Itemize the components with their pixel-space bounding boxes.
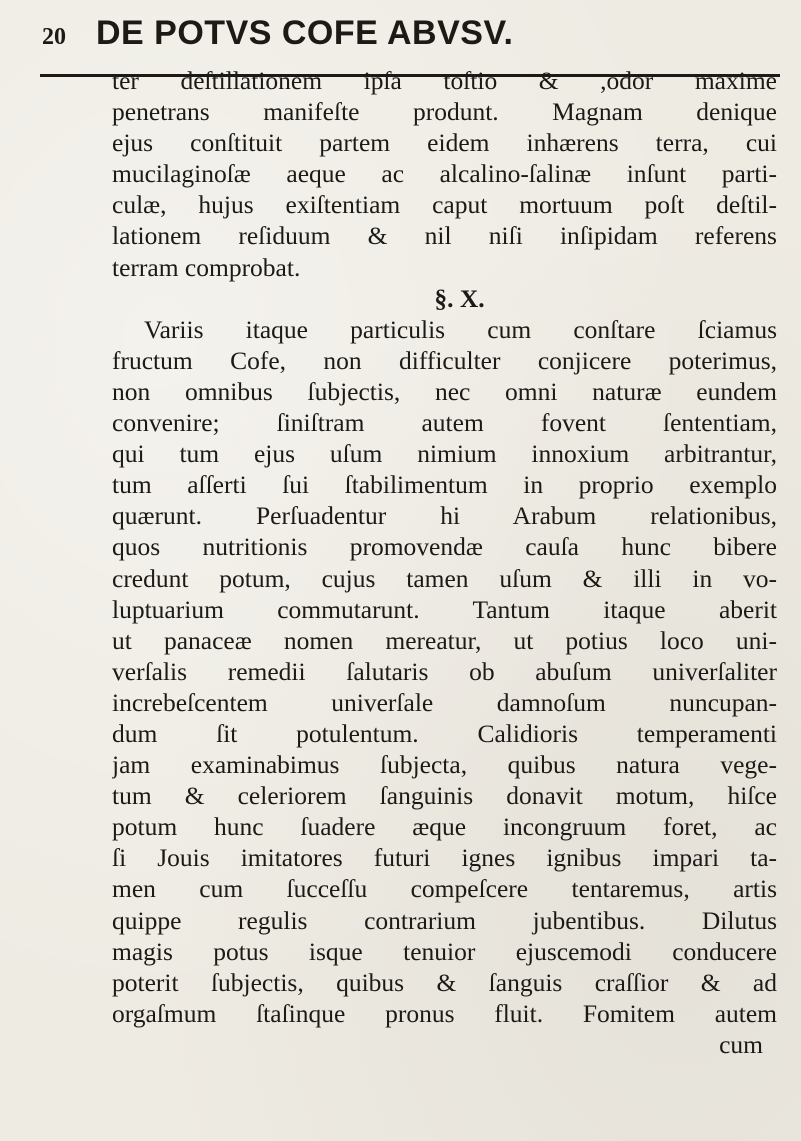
text-line: ut panaceæ nomen mereatur, ut potius loco uni- (112, 625, 777, 655)
text-line: terram comprobat. (112, 252, 301, 282)
text-line: ter deſtillationem ipſa toſtio & ,odor maxime (112, 66, 777, 95)
text-line: quærunt. Perſuadentur hi Arabum relationibus, (112, 501, 777, 531)
text-line: magis potus isque tenuior ejuscemodi conducere (112, 936, 777, 966)
text-line: quippe regulis contrarium jubentibus. Dilutus (112, 905, 777, 935)
text-line: Variis itaque particulis cum conſtare ſciamus (144, 314, 777, 344)
text-line: culæ, hujus exiſtentiam caput mortuum poſt deſtil- (112, 190, 777, 220)
text-line: lationem reſiduum & nil niſi inſipidam referens (112, 221, 777, 251)
text-line: non omnibus ſubjectis, nec omni naturæ eundem (112, 376, 777, 406)
text-line: convenire; ſiniſtram autem fovent ſententiam, (112, 408, 777, 438)
body-text (112, 65, 777, 1060)
text-line: tum aſſerti ſui ſtabilimentum in proprio exemplo (112, 470, 777, 500)
catchword: cum (719, 1029, 763, 1059)
text-line: increbeſcentem univerſale damnoſum nuncupan- (112, 687, 777, 717)
text-line: luptuarium commutarunt. Tantum itaque aberit (112, 594, 777, 624)
text-line: dum ſit potulentum. Calidioris temperamenti (112, 718, 777, 748)
text-line: poterit ſubjectis, quibus & ſanguis craſſior & ad (112, 967, 777, 997)
page-number: 20 (42, 24, 66, 50)
text-line: penetrans manifeſte produnt. Magnam denique (112, 97, 777, 127)
text-line: mucilaginoſæ aeque ac alcalino-ſalinæ inſunt parti- (112, 159, 777, 189)
text-line: fructum Cofe, non difficulter conjicere poterimus, (112, 345, 777, 375)
text-line: ejus conſtituit partem eidem inhærens terra, cui (112, 128, 777, 158)
text-line: quos nutritionis promovendæ cauſa hunc bibere (112, 532, 777, 562)
text-line: men cum ſucceſſu compeſcere tentaremus, artis (112, 874, 777, 904)
text-line: jam examinabimus ſubjecta, quibus natura vege- (112, 750, 777, 780)
section-heading: §. X. (434, 283, 485, 313)
running-title: DE POTVS COFE ABVSV. (96, 14, 514, 52)
text-line: credunt potum, cujus tamen uſum & illi in vo- (112, 563, 777, 593)
text-line: potum hunc ſuadere æque incongruum foret, ac (112, 812, 777, 842)
text-line: qui tum ejus uſum nimium innoxium arbitrantur, (112, 439, 777, 469)
page-header (0, 14, 801, 56)
text-line: orgaſmum ſtaſinque pronus fluit. Fomitem autem (112, 998, 777, 1028)
text-line: ſi Jouis imitatores futuri ignes ignibus impari ta- (112, 843, 777, 873)
text-line: verſalis remedii ſalutaris ob abuſum univerſaliter (112, 656, 777, 686)
text-line: tum & celeriorem ſanguinis donavit motum, hiſce (112, 781, 777, 811)
